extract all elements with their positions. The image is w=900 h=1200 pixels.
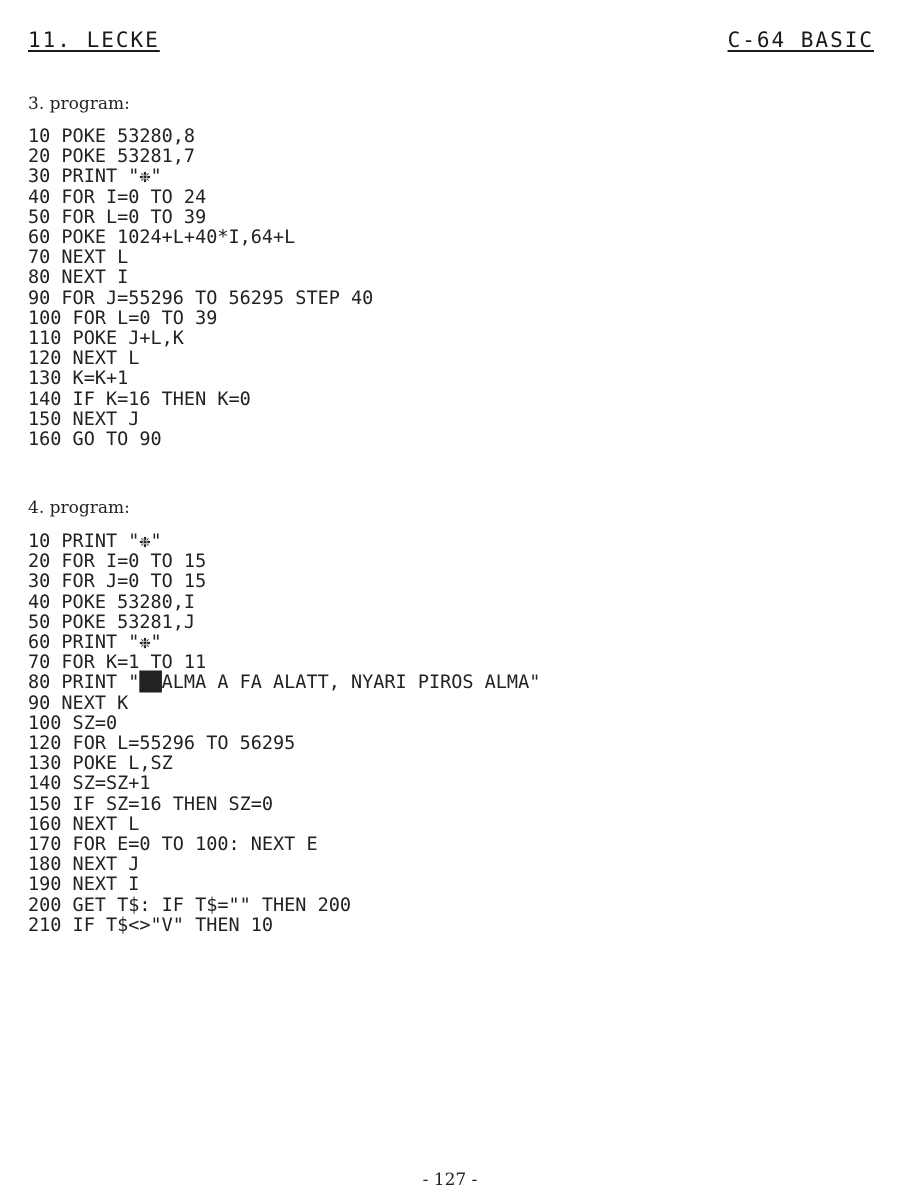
code-line: 190 NEXT I — [28, 874, 140, 896]
code-line: 130 K=K+1 — [28, 368, 129, 390]
code-line: 10 PRINT "❉" — [28, 531, 162, 552]
code-line: 50 FOR L=0 TO 39 — [28, 206, 207, 228]
code-line: 200 GET T$: IF T$="" THEN 200 — [28, 894, 352, 916]
code-line: 140 IF K=16 THEN K=0 — [28, 388, 251, 410]
code-line: 60 POKE 1024+L+40*I,64+L — [28, 227, 296, 249]
code-line: 150 NEXT J — [28, 408, 140, 430]
page-number: - 127 - — [422, 1170, 478, 1190]
code-line: 100 FOR L=0 TO 39 — [28, 307, 218, 329]
code-line: 90 NEXT K — [28, 692, 129, 714]
code-line: 170 FOR E=0 TO 100: NEXT E — [28, 834, 318, 856]
code-line: 120 FOR L=55296 TO 56295 — [28, 733, 296, 755]
program-4-label: 4. program: — [28, 498, 130, 518]
program-4-listing — [28, 532, 540, 936]
program-3-listing — [28, 127, 373, 450]
code-line: 20 FOR I=0 TO 15 — [28, 551, 207, 573]
code-line: 10 POKE 53280,8 — [28, 126, 196, 147]
code-line: 90 FOR J=55296 TO 56295 STEP 40 — [28, 287, 374, 309]
code-line: 180 NEXT J — [28, 854, 140, 876]
code-line: 70 FOR K=1 TO 11 — [28, 652, 207, 674]
code-line: 60 PRINT "❉" — [28, 632, 162, 654]
code-line: 160 NEXT L — [28, 813, 140, 835]
code-line: 30 FOR J=0 TO 15 — [28, 571, 207, 593]
code-line: 210 IF T$<>"V" THEN 10 — [28, 914, 274, 936]
code-line: 160 GO TO 90 — [28, 429, 162, 451]
code-line: 100 SZ=0 — [28, 712, 118, 734]
code-line: 80 PRINT "██ALMA A FA ALATT, NYARI PIROS ALMA" — [28, 672, 541, 694]
code-line: 140 SZ=SZ+1 — [28, 773, 151, 795]
code-line: 110 POKE J+L,K — [28, 328, 184, 350]
code-line: 40 POKE 53280,I — [28, 591, 196, 613]
code-line: 20 POKE 53281,7 — [28, 146, 196, 168]
code-line: 40 FOR I=0 TO 24 — [28, 186, 207, 208]
book-title: C-64 BASIC — [727, 28, 874, 52]
code-line: 150 IF SZ=16 THEN SZ=0 — [28, 793, 274, 815]
code-line: 80 NEXT I — [28, 267, 129, 289]
chapter-title: 11. LECKE — [28, 28, 160, 52]
program-3-label: 3. program: — [28, 94, 130, 114]
code-line: 130 POKE L,SZ — [28, 753, 173, 775]
code-line: 70 NEXT L — [28, 247, 129, 269]
code-line: 30 PRINT "❉" — [28, 166, 162, 188]
code-line: 50 POKE 53281,J — [28, 611, 196, 633]
code-line: 120 NEXT L — [28, 348, 140, 370]
